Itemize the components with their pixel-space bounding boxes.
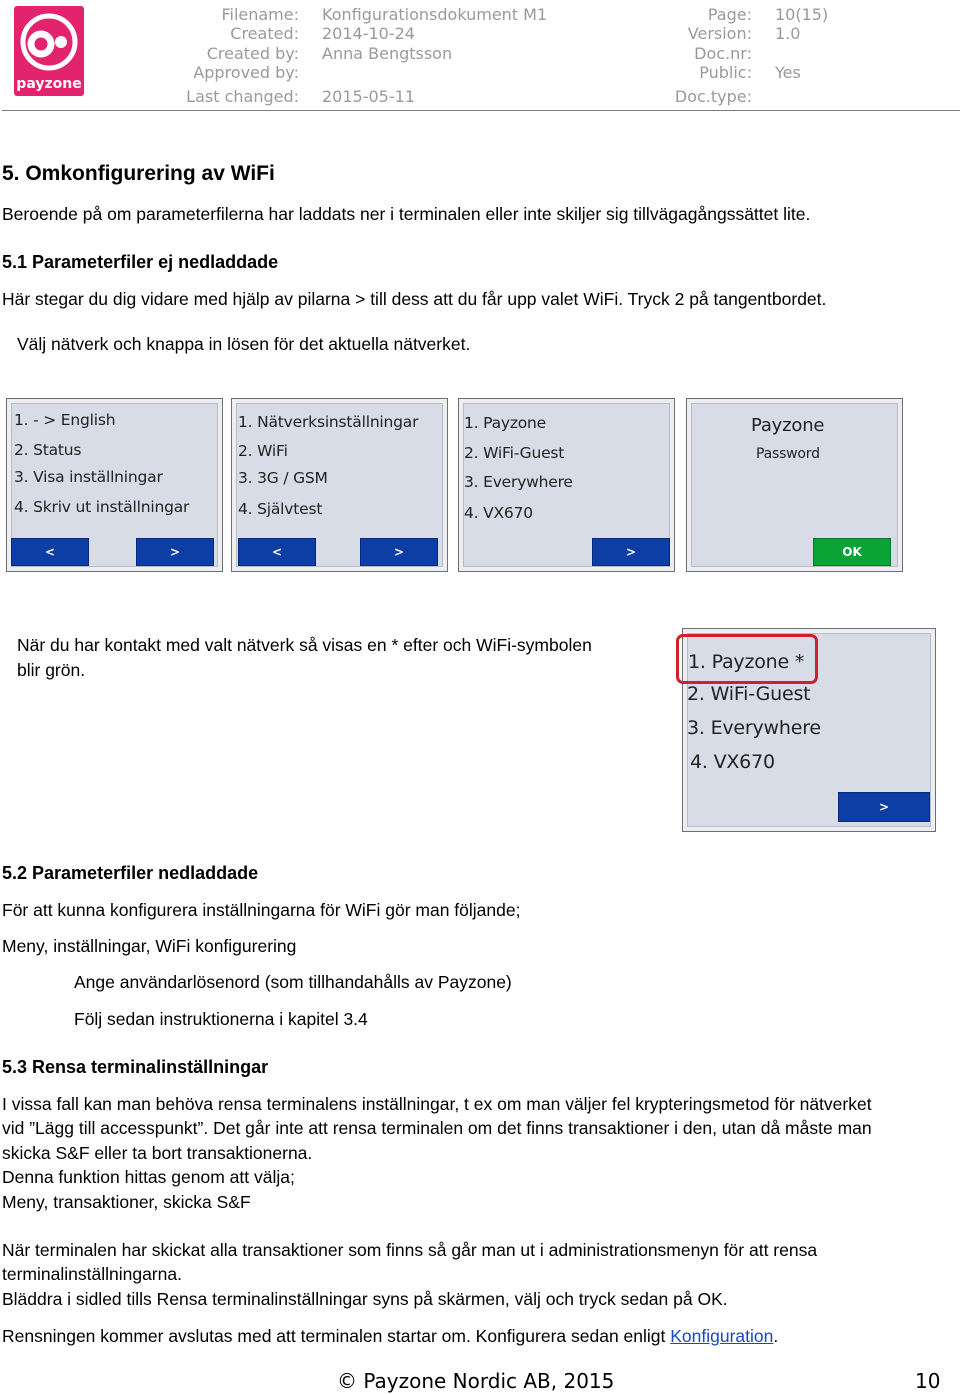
section-5-heading: 5. Omkonfigurering av WiFi <box>2 162 275 185</box>
highlight-connected-network <box>676 634 818 684</box>
screen-menu-item: 1. - > English <box>14 411 116 429</box>
screen-menu-item: 4. Självtest <box>238 500 323 518</box>
version-value: 1.0 <box>775 24 801 43</box>
screen-next-button[interactable]: > <box>136 538 214 566</box>
public-value: Yes <box>775 63 801 82</box>
screen-password-label: Password <box>756 446 820 462</box>
screen-network-item: 2. WiFi-Guest <box>464 444 565 462</box>
doctype-label: Doc.type: <box>674 87 752 106</box>
screen-network-item: 2. WiFi-Guest <box>687 683 811 705</box>
section-5-3-paragraph-1-line-2: vid ”Lägg till accesspunkt”. Det går inte att rensa terminalen om det finns transaktioner i den, utan då måste man <box>2 1118 872 1138</box>
section-5-1-heading: 5.1 Parameterfiler ej nedladdade <box>2 252 279 272</box>
screen-menu-item: 3. 3G / GSM <box>238 469 328 487</box>
version-label: Version: <box>687 24 752 43</box>
section-5-2-paragraph-4: Följ sedan instruktionerna i kapitel 3.4 <box>74 1009 368 1029</box>
screen-next-button[interactable]: > <box>592 538 670 566</box>
screen-menu-item: 2. Status <box>14 441 82 459</box>
screen-prev-button[interactable]: < <box>238 538 316 566</box>
terminal-screen-network-list <box>458 398 675 572</box>
section-5-3-paragraph-2: Denna funktion hittas genom att välja; <box>2 1167 295 1187</box>
connected-text-line-2: blir grön. <box>17 660 86 680</box>
screen-network-title: Payzone <box>751 415 825 436</box>
screen-next-button[interactable]: > <box>360 538 438 566</box>
screen-network-item: 1. Payzone <box>464 414 547 432</box>
created-label: Created: <box>230 24 299 43</box>
screen-ok-button[interactable]: OK <box>813 538 891 566</box>
section-5-3-heading: 5.3 Rensa terminalinställningar <box>2 1057 269 1077</box>
page-label: Page: <box>707 5 752 24</box>
section-5-2-paragraph-2: Meny, inställningar, WiFi konfigurering <box>2 936 297 956</box>
page-value: 10(15) <box>775 5 829 24</box>
created-value: 2014-10-24 <box>322 24 415 43</box>
terminal-screen-settings-menu <box>231 398 448 572</box>
screen-network-item-connected: 1. Payzone * <box>688 651 805 673</box>
screen-menu-item: 1. Nätverksinställningar <box>238 413 419 431</box>
screen-prev-button[interactable]: < <box>11 538 89 566</box>
section-5-3-paragraph-5: Bläddra i sidled tills Rensa terminalinställningar syns på skärmen, välj och tryck sedan på OK. <box>2 1289 728 1309</box>
section-5-intro: Beroende på om parameterfilerna har laddats ner i terminalen eller inte skiljer sig tillvägagångssättet lite. <box>2 204 811 224</box>
section-5-3-paragraph-4-line-2: terminalinställningarna. <box>2 1264 182 1284</box>
terminal-screen-language-menu <box>6 398 223 572</box>
last-changed-label: Last changed: <box>186 87 299 106</box>
public-label: Public: <box>699 63 752 82</box>
section-5-2-paragraph-1: För att kunna konfigurera inställningarna för WiFi gör man följande; <box>2 900 521 920</box>
header-divider <box>2 110 960 111</box>
section-5-3-paragraph-4-line-1: När terminalen har skickat alla transaktioner som finns så går man ut i administrationsmenyn för att rensa <box>2 1240 818 1260</box>
section-5-1-paragraph-2: Välj nätverk och knappa in lösen för det aktuella nätverket. <box>17 334 471 354</box>
section-5-2-paragraph-3: Ange användarlösenord (som tillhandahålls av Payzone) <box>74 972 512 992</box>
paragraph-6-end: . <box>773 1326 779 1346</box>
paragraph-6-text: Rensningen kommer avslutas med att terminalen startar om. Konfigurera sedan enligt <box>2 1326 671 1346</box>
section-5-3-paragraph-1-line-3: skicka S&F eller ta bort transaktionerna. <box>2 1143 313 1163</box>
filename-label: Filename: <box>221 5 299 24</box>
created-by-label: Created by: <box>206 44 299 63</box>
approved-by-label: Approved by: <box>193 63 299 82</box>
screen-menu-item: 4. Skriv ut inställningar <box>14 498 190 516</box>
terminal-screen-password <box>686 398 903 572</box>
footer-page-number: 10 <box>915 1369 941 1393</box>
section-5-3-paragraph-3: Meny, transaktioner, skicka S&F <box>2 1192 251 1212</box>
last-changed-value: 2015-05-11 <box>322 87 415 106</box>
docnr-label: Doc.nr: <box>694 44 752 63</box>
screen-network-item: 3. Everywhere <box>464 473 573 491</box>
section-5-1-paragraph-1: Här stegar du dig vidare med hjälp av pilarna > till dess att du får upp valet WiFi. Tryck 2 på tangentbordet. <box>2 289 827 309</box>
screen-menu-item: 3. Visa inställningar <box>14 468 163 486</box>
created-by-value: Anna Bengtsson <box>322 44 453 63</box>
screen-network-item: 3. Everywhere <box>687 717 821 739</box>
payzone-logo <box>14 6 84 96</box>
section-5-2-heading: 5.2 Parameterfiler nedladdade <box>2 863 259 883</box>
screen-menu-item: 2. WiFi <box>238 442 288 460</box>
connected-text-line-1: När du har kontakt med valt nätverk så visas en * efter och WiFi-symbolen <box>17 635 592 655</box>
footer-copyright: © Payzone Nordic AB, 2015 <box>337 1369 615 1393</box>
konfiguration-link[interactable]: Konfiguration <box>670 1326 774 1346</box>
screen-network-item: 4. VX670 <box>464 504 533 522</box>
filename-value: Konfigurationsdokument M1 <box>322 5 548 24</box>
section-5-3-paragraph-1-line-1: I vissa fall kan man behöva rensa terminalens inställningar, t ex om man väljer fel krypteringsmetod för nätverket <box>2 1094 872 1114</box>
screen-next-button[interactable]: > <box>838 792 930 822</box>
section-5-3-paragraph-6 <box>2 1324 778 1349</box>
screen-network-item: 4. VX670 <box>690 751 775 773</box>
logo-wordmark: payzone <box>16 76 82 92</box>
